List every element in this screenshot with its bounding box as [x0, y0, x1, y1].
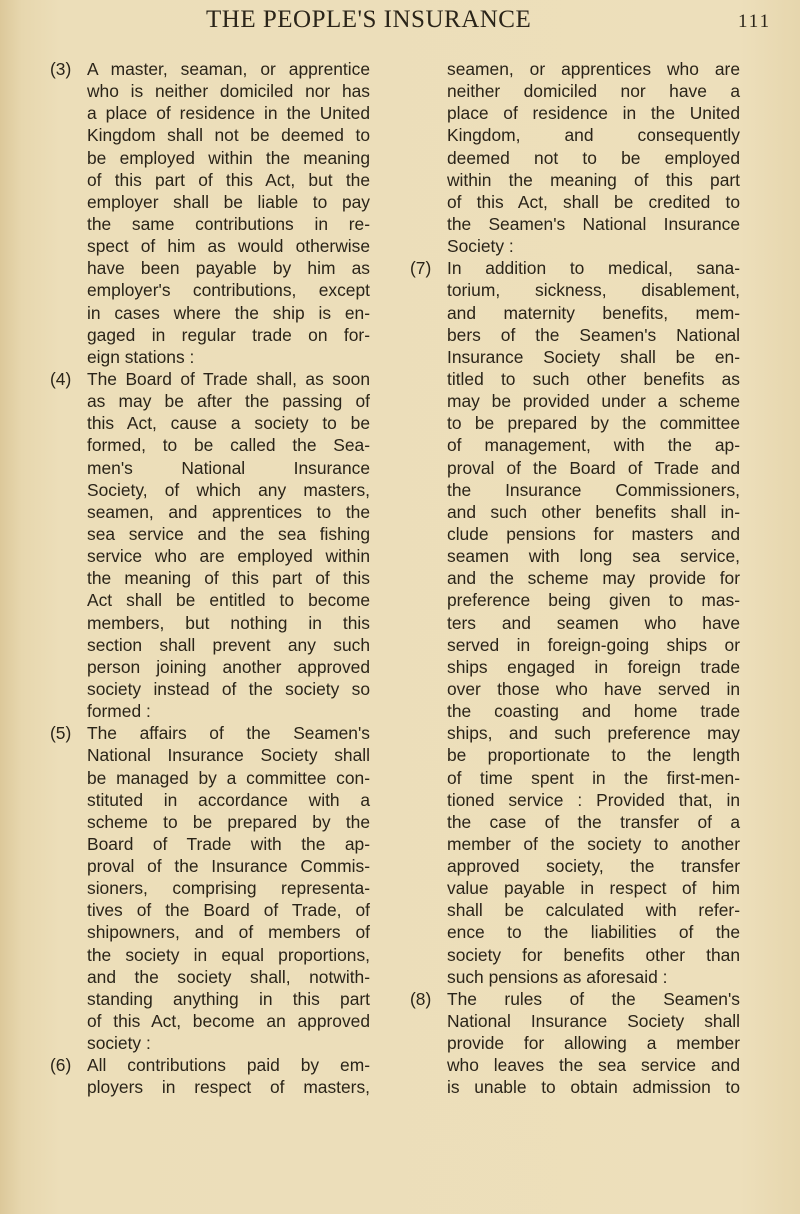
text-line: National Insurance Society shall [447, 1011, 740, 1032]
text-line: who leaves the sea service and [447, 1055, 740, 1076]
text-line: seamen with long sea service, [447, 546, 740, 567]
text-line: men's National Insurance [87, 457, 370, 478]
text-line: of this Act, shall be credited to [447, 191, 740, 212]
text-line: sioners, comprising representa- [87, 878, 370, 899]
clause-number: (4) [50, 368, 72, 389]
page-header [0, 4, 800, 40]
text-line: scheme to be prepared by the [87, 811, 370, 832]
text-line: section shall prevent any such [87, 634, 370, 655]
text-line: Kingdom, and consequently [447, 125, 740, 146]
clause-6 [50, 1054, 370, 1098]
text-line: of management, with the ap- [447, 435, 740, 456]
text-line: place of residence in the United [447, 103, 740, 124]
text-line: proval of the Insurance Commis- [87, 856, 370, 877]
text-line: provide for allowing a member [447, 1033, 740, 1054]
text-line: the meaning of this part of this [87, 568, 370, 589]
text-line: be employed within the meaning [87, 147, 370, 168]
text-line: society : [87, 1033, 151, 1054]
clause-3 [50, 58, 370, 368]
text-line: ployers in respect of masters, [87, 1077, 370, 1098]
text-line: sea service and the sea fishing [87, 523, 370, 544]
text-line: deemed not to be employed [447, 147, 740, 168]
text-line: and the scheme may provide for [447, 568, 740, 589]
text-line: service who are employed within [87, 546, 370, 567]
text-line: approved society, the transfer [447, 856, 740, 877]
text-line: be managed by a committee con- [87, 767, 370, 788]
text-line: bers of the Seamen's National [447, 324, 740, 345]
text-line: The Board of Trade shall, as soon [87, 368, 370, 389]
text-line: seamen, or apprentices who are [447, 59, 740, 79]
text-line: torium, sickness, disablement, [447, 280, 740, 301]
clause-number: (5) [50, 723, 72, 744]
text-line: value payable in respect of him [447, 878, 740, 899]
text-line: Society, of which any masters, [87, 479, 370, 500]
text-line: of time spent in the first-men- [447, 767, 740, 788]
text-line: person joining another approved [87, 656, 370, 677]
clause-continued [410, 58, 740, 257]
clause-number: (6) [50, 1055, 72, 1076]
text-line: ships engaged in foreign trade [447, 656, 740, 677]
clause-number: (8) [410, 988, 432, 1009]
right-column [410, 58, 740, 1099]
text-line: as may be after the passing of [87, 391, 370, 412]
text-line: Act shall be entitled to become [87, 590, 370, 611]
text-line: the coasting and home trade [447, 701, 740, 722]
page-number: 111 [738, 11, 772, 32]
text-line: gaged in regular trade on for- [87, 324, 370, 345]
text-line: ters and seamen who have [447, 612, 740, 633]
text-line: member of the society to another [447, 833, 740, 854]
text-line: seamen, and apprentices to the [87, 501, 370, 522]
text-line: Kingdom shall not be deemed to [87, 125, 370, 146]
text-line: a place of residence in the United [87, 103, 370, 124]
text-line: such pensions as aforesaid : [447, 966, 668, 987]
text-line: be proportionate to the length [447, 745, 740, 766]
text-line: eign stations : [87, 346, 195, 367]
text-line: society for benefits other than [447, 944, 740, 965]
text-line: The affairs of the Seamen's [87, 723, 370, 744]
text-line: shall be calculated with refer- [447, 900, 740, 921]
text-line: Board of Trade with the ap- [87, 833, 370, 854]
text-line: formed, to be called the Sea- [87, 435, 370, 456]
text-line: the case of the transfer of a [447, 811, 740, 832]
text-line: is unable to obtain admission to [447, 1077, 740, 1098]
text-line: members, but nothing in this [87, 612, 370, 633]
text-line: within the meaning of this part [447, 169, 740, 190]
text-line: preference being given to mas- [447, 590, 740, 611]
text-line: served in foreign-going ships or [447, 634, 740, 655]
text-line: in cases where the ship is en- [87, 302, 370, 323]
text-line: spect of him as would otherwise [87, 236, 370, 257]
text-line: society instead of the society so [87, 678, 370, 699]
text-line: National Insurance Society shall [87, 745, 370, 766]
text-line: may be provided under a scheme [447, 391, 740, 412]
text-line: the society in equal proportions, [87, 944, 370, 965]
text-line: over those who have served in [447, 678, 740, 699]
text-line: and the society shall, notwith- [87, 966, 370, 987]
text-line: and maternity benefits, mem- [447, 302, 740, 323]
clause-7 [410, 257, 740, 988]
text-line: In addition to medical, sana- [447, 258, 740, 279]
text-line: this Act, cause a society to be [87, 413, 370, 434]
clause-4 [50, 368, 370, 722]
clause-8 [410, 988, 740, 1099]
text-line: the Seamen's National Insurance [447, 213, 740, 234]
text-line: A master, seaman, or apprentice [87, 59, 370, 79]
text-line: of this Act, become an approved [87, 1011, 370, 1032]
text-line: tives of the Board of Trade, of [87, 900, 370, 921]
text-line: the same contributions in re- [87, 213, 370, 234]
clause-number: (3) [50, 59, 72, 79]
text-line: who is neither domiciled nor has [87, 81, 370, 102]
clause-number: (7) [410, 258, 432, 279]
text-line: to be prepared by the committee [447, 413, 740, 434]
left-column [50, 58, 370, 1099]
text-line: standing anything in this part [87, 988, 370, 1009]
text-line: employer shall be liable to pay [87, 191, 370, 212]
text-line: ence to the liabilities of the [447, 922, 740, 943]
text-line: tioned service : Provided that, in [447, 789, 740, 810]
text-line: Society : [447, 236, 514, 257]
text-line: stituted in accordance with a [87, 789, 370, 810]
text-line: employer's contributions, except [87, 280, 370, 301]
running-title: THE PEOPLE'S INSURANCE [206, 6, 532, 33]
text-line: titled to such other benefits as [447, 368, 740, 389]
text-line: shipowners, and of members of [87, 922, 370, 943]
text-line: The rules of the Seamen's [447, 988, 740, 1009]
text-line: have been payable by him as [87, 258, 370, 279]
text-line: and such other benefits shall in- [447, 501, 740, 522]
text-line: All contributions paid by em- [87, 1055, 370, 1076]
text-line: of this part of this Act, but the [87, 169, 370, 190]
text-line: the Insurance Commissioners, [447, 479, 740, 500]
text-line: neither domiciled nor have a [447, 81, 740, 102]
text-line: Insurance Society shall be en- [447, 346, 740, 367]
clause-5 [50, 722, 370, 1054]
text-line: ships, and such preference may [447, 723, 740, 744]
text-line: clude pensions for masters and [447, 523, 740, 544]
text-line: formed : [87, 701, 151, 722]
text-line: proval of the Board of Trade and [447, 457, 740, 478]
